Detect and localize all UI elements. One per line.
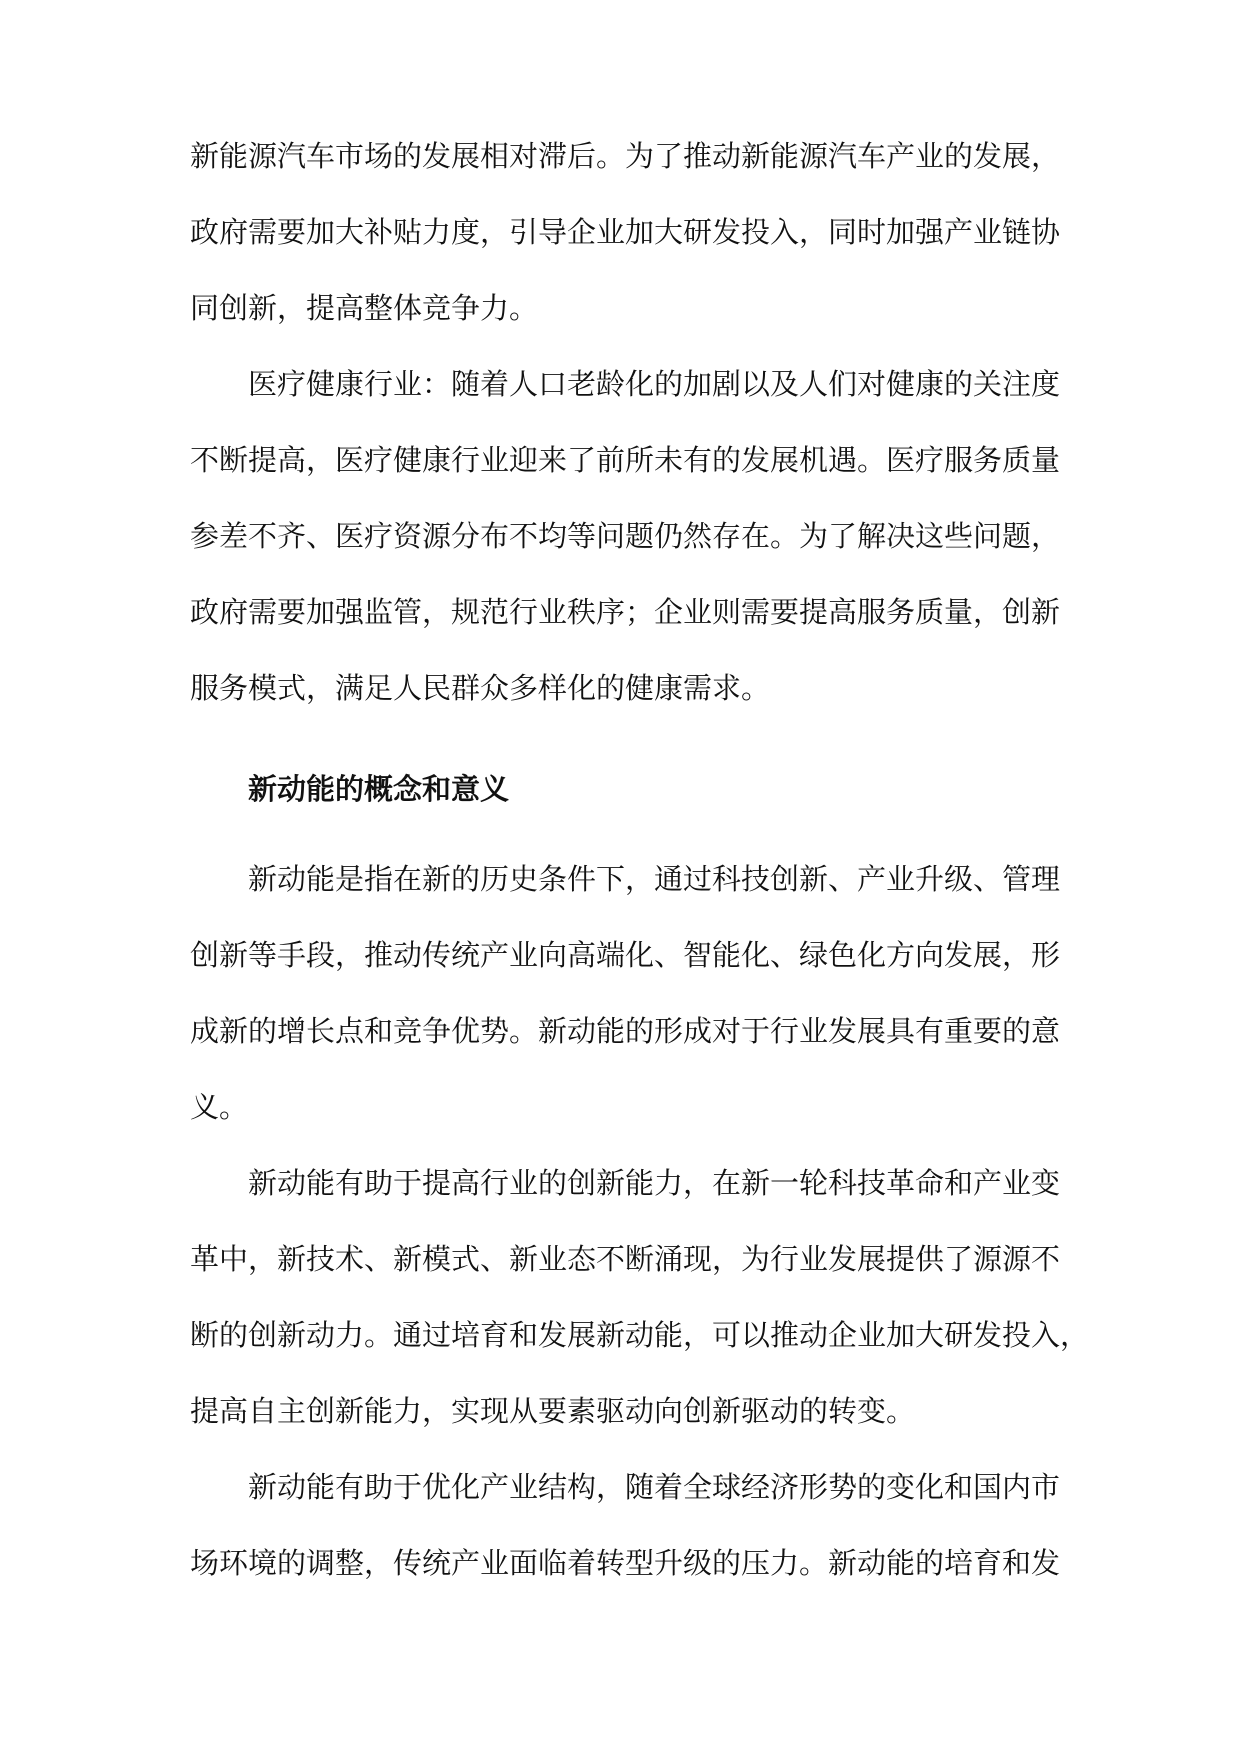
paragraph-line: 政府需要加大补贴力度，引导企业加大研发投入，同时加强产业链协 — [190, 215, 1061, 249]
paragraph-line: 提高自主创新能力，实现从要素驱动向创新驱动的转变。 — [190, 1394, 916, 1428]
paragraph-line: 同创新，提高整体竞争力。 — [190, 291, 539, 325]
paragraph-line: 新动能有助于提高行业的创新能力，在新一轮科技革命和产业变 — [248, 1166, 1061, 1200]
section-heading: 新动能的概念和意义 — [248, 772, 510, 806]
paragraph-line: 不断提高，医疗健康行业迎来了前所未有的发展机遇。医疗服务质量 — [190, 443, 1061, 477]
paragraph-line: 政府需要加强监管，规范行业秩序；企业则需要提高服务质量，创新 — [190, 595, 1061, 629]
paragraph-line: 成新的增长点和竞争优势。新动能的形成对于行业发展具有重要的意 — [190, 1014, 1061, 1048]
paragraph-line: 创新等手段，推动传统产业向高端化、智能化、绿色化方向发展，形 — [190, 938, 1061, 972]
paragraph-line: 场环境的调整，传统产业面临着转型升级的压力。新动能的培育和发 — [190, 1546, 1061, 1580]
paragraph-line: 义。 — [190, 1090, 249, 1124]
paragraph-line: 参差不齐、医疗资源分布不均等问题仍然存在。为了解决这些问题， — [190, 519, 1061, 553]
paragraph-line: 服务模式，满足人民群众多样化的健康需求。 — [190, 671, 771, 705]
paragraph-line: 新动能有助于优化产业结构，随着全球经济形势的变化和国内市 — [248, 1470, 1061, 1504]
paragraph-line: 医疗健康行业：随着人口老龄化的加剧以及人们对健康的关注度 — [248, 367, 1061, 401]
paragraph-line: 新动能是指在新的历史条件下，通过科技创新、产业升级、管理 — [248, 862, 1061, 896]
paragraph-line: 革中，新技术、新模式、新业态不断涌现，为行业发展提供了源源不 — [190, 1242, 1061, 1276]
paragraph-line: 断的创新动力。通过培育和发展新动能，可以推动企业加大研发投入， — [190, 1318, 1090, 1352]
paragraph-line: 新能源汽车市场的发展相对滞后。为了推动新能源汽车产业的发展， — [190, 139, 1061, 173]
